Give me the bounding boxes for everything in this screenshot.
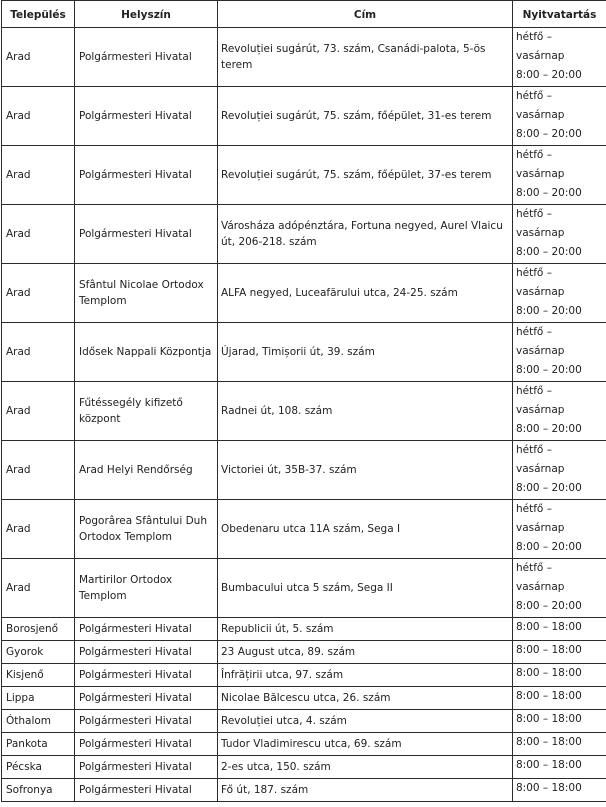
table-row [2, 687, 606, 710]
hours-line: hétfő – [516, 444, 552, 456]
table-row [2, 205, 606, 264]
address-cell: Tudor Vladimirescu utca, 69. szám [218, 733, 513, 756]
hours-line: hétfő – [516, 326, 552, 338]
header-row [2, 1, 606, 28]
hours-line: vasárnap [516, 581, 565, 593]
table-row [2, 559, 606, 618]
town-cell: Arad [2, 146, 75, 205]
hours-cell [513, 441, 606, 500]
town-cell: Pankota [2, 733, 75, 756]
place-cell: Polgármesteri Hivatal [75, 756, 218, 779]
table-row [2, 146, 606, 205]
address-cell: Obedenaru utca 11A szám, Sega I [218, 500, 513, 559]
hours-line: 8:00 – 20:00 [516, 187, 582, 199]
town-cell: Arad [2, 323, 75, 382]
header-place: Helyszín [75, 1, 218, 28]
address-cell: Fő út, 187. szám [218, 779, 513, 802]
town-cell: Arad [2, 28, 75, 87]
place-cell: Polgármesteri Hivatal [75, 664, 218, 687]
hours-cell [513, 710, 606, 733]
hours-line: 8:00 – 20:00 [516, 423, 582, 435]
hours-cell [513, 323, 606, 382]
hours-line: 8:00 – 18:00 [516, 621, 582, 633]
hours-cell [513, 733, 606, 756]
place-cell: Fűtéssegély kifizető központ [75, 382, 218, 441]
place-cell: Martirilor Ortodox Templom [75, 559, 218, 618]
hours-cell [513, 756, 606, 779]
hours-line: hétfő – [516, 149, 552, 161]
place-cell: Sfântul Nicolae Ortodox Templom [75, 264, 218, 323]
hours-line: 8:00 – 18:00 [516, 736, 582, 748]
town-cell: Kisjenő [2, 664, 75, 687]
table-body [2, 28, 606, 802]
town-cell: Sofronya [2, 779, 75, 802]
hours-line: 8:00 – 20:00 [516, 69, 582, 81]
hours-line: 8:00 – 18:00 [516, 690, 582, 702]
hours-cell [513, 664, 606, 687]
town-cell: Lippa [2, 687, 75, 710]
table-row [2, 28, 606, 87]
hours-line: 8:00 – 20:00 [516, 600, 582, 612]
town-cell: Pécska [2, 756, 75, 779]
hours-line: hétfő – [516, 267, 552, 279]
address-cell: 2-es utca, 150. szám [218, 756, 513, 779]
town-cell: Óthalom [2, 710, 75, 733]
place-cell: Polgármesteri Hivatal [75, 87, 218, 146]
place-cell: Polgármesteri Hivatal [75, 28, 218, 87]
table-row [2, 500, 606, 559]
address-cell: Revoluției sugárút, 75. szám, főépület, 31-es terem [218, 87, 513, 146]
hours-line: hétfő – [516, 385, 552, 397]
hours-line: 8:00 – 20:00 [516, 305, 582, 317]
table-row [2, 264, 606, 323]
hours-line: vasárnap [516, 286, 565, 298]
hours-line: 8:00 – 20:00 [516, 541, 582, 553]
place-cell: Polgármesteri Hivatal [75, 779, 218, 802]
hours-cell [513, 87, 606, 146]
table-row [2, 710, 606, 733]
table-row [2, 323, 606, 382]
address-cell: Victoriei út, 35B-37. szám [218, 441, 513, 500]
place-cell: Polgármesteri Hivatal [75, 618, 218, 641]
table-row [2, 641, 606, 664]
hours-line: 8:00 – 18:00 [516, 759, 582, 771]
table-row [2, 618, 606, 641]
locations-table [1, 0, 606, 802]
place-cell: Polgármesteri Hivatal [75, 710, 218, 733]
hours-cell [513, 687, 606, 710]
address-cell: Városháza adópénztára, Fortuna negyed, Aurel Vlaicu út, 206-218. szám [218, 205, 513, 264]
town-cell: Arad [2, 205, 75, 264]
hours-line: vasárnap [516, 404, 565, 416]
header-address: Cím [218, 1, 513, 28]
hours-cell [513, 779, 606, 802]
hours-cell [513, 28, 606, 87]
hours-cell [513, 382, 606, 441]
hours-line: 8:00 – 20:00 [516, 246, 582, 258]
table-row [2, 87, 606, 146]
town-cell: Arad [2, 382, 75, 441]
hours-line: 8:00 – 18:00 [516, 667, 582, 679]
hours-line: vasárnap [516, 50, 565, 62]
address-cell: Republicii út, 5. szám [218, 618, 513, 641]
hours-cell [513, 641, 606, 664]
header-hours: Nyitvatartás [513, 1, 606, 28]
hours-line: vasárnap [516, 168, 565, 180]
hours-cell [513, 264, 606, 323]
table-row [2, 733, 606, 756]
hours-cell [513, 618, 606, 641]
hours-line: 8:00 – 20:00 [516, 482, 582, 494]
hours-line: hétfő – [516, 208, 552, 220]
hours-line: hétfő – [516, 90, 552, 102]
place-cell: Polgármesteri Hivatal [75, 641, 218, 664]
address-cell: Revoluției sugárút, 75. szám, főépület, 37-es terem [218, 146, 513, 205]
town-cell: Arad [2, 559, 75, 618]
place-cell: Arad Helyi Rendőrség [75, 441, 218, 500]
address-cell: Înfrățirii utca, 97. szám [218, 664, 513, 687]
address-cell: Nicolae Bălcescu utca, 26. szám [218, 687, 513, 710]
town-cell: Borosjenő [2, 618, 75, 641]
address-cell: Revoluției sugárút, 73. szám, Csanádi-palota, 5-ös terem [218, 28, 513, 87]
table-row [2, 756, 606, 779]
header-town: Település [2, 1, 75, 28]
hours-line: hétfő – [516, 562, 552, 574]
hours-line: vasárnap [516, 227, 565, 239]
town-cell: Arad [2, 441, 75, 500]
place-cell: Polgármesteri Hivatal [75, 205, 218, 264]
hours-line: vasárnap [516, 463, 565, 475]
hours-line: vasárnap [516, 109, 565, 121]
place-cell: Pogorârea Sfântului Duh Ortodox Templom [75, 500, 218, 559]
place-cell: Polgármesteri Hivatal [75, 687, 218, 710]
table-row [2, 664, 606, 687]
hours-line: 8:00 – 18:00 [516, 713, 582, 725]
town-cell: Gyorok [2, 641, 75, 664]
hours-cell [513, 559, 606, 618]
place-cell: Idősek Nappali Központja [75, 323, 218, 382]
hours-cell [513, 500, 606, 559]
hours-line: vasárnap [516, 345, 565, 357]
address-cell: Radnei út, 108. szám [218, 382, 513, 441]
hours-line: 8:00 – 18:00 [516, 782, 582, 794]
hours-cell [513, 205, 606, 264]
address-cell: ALFA negyed, Luceafărului utca, 24-25. szám [218, 264, 513, 323]
town-cell: Arad [2, 87, 75, 146]
hours-line: hétfő – [516, 503, 552, 515]
hours-line: hétfő – [516, 31, 552, 43]
place-cell: Polgármesteri Hivatal [75, 733, 218, 756]
hours-line: vasárnap [516, 522, 565, 534]
hours-cell [513, 146, 606, 205]
address-cell: Revoluției utca, 4. szám [218, 710, 513, 733]
table-row [2, 441, 606, 500]
hours-line: 8:00 – 20:00 [516, 128, 582, 140]
address-cell: Újarad, Timișorii út, 39. szám [218, 323, 513, 382]
table-row [2, 382, 606, 441]
hours-line: 8:00 – 18:00 [516, 644, 582, 656]
hours-line: 8:00 – 20:00 [516, 364, 582, 376]
address-cell: Bumbacului utca 5 szám, Sega II [218, 559, 513, 618]
town-cell: Arad [2, 264, 75, 323]
place-cell: Polgármesteri Hivatal [75, 146, 218, 205]
table-row [2, 779, 606, 802]
town-cell: Arad [2, 500, 75, 559]
address-cell: 23 August utca, 89. szám [218, 641, 513, 664]
